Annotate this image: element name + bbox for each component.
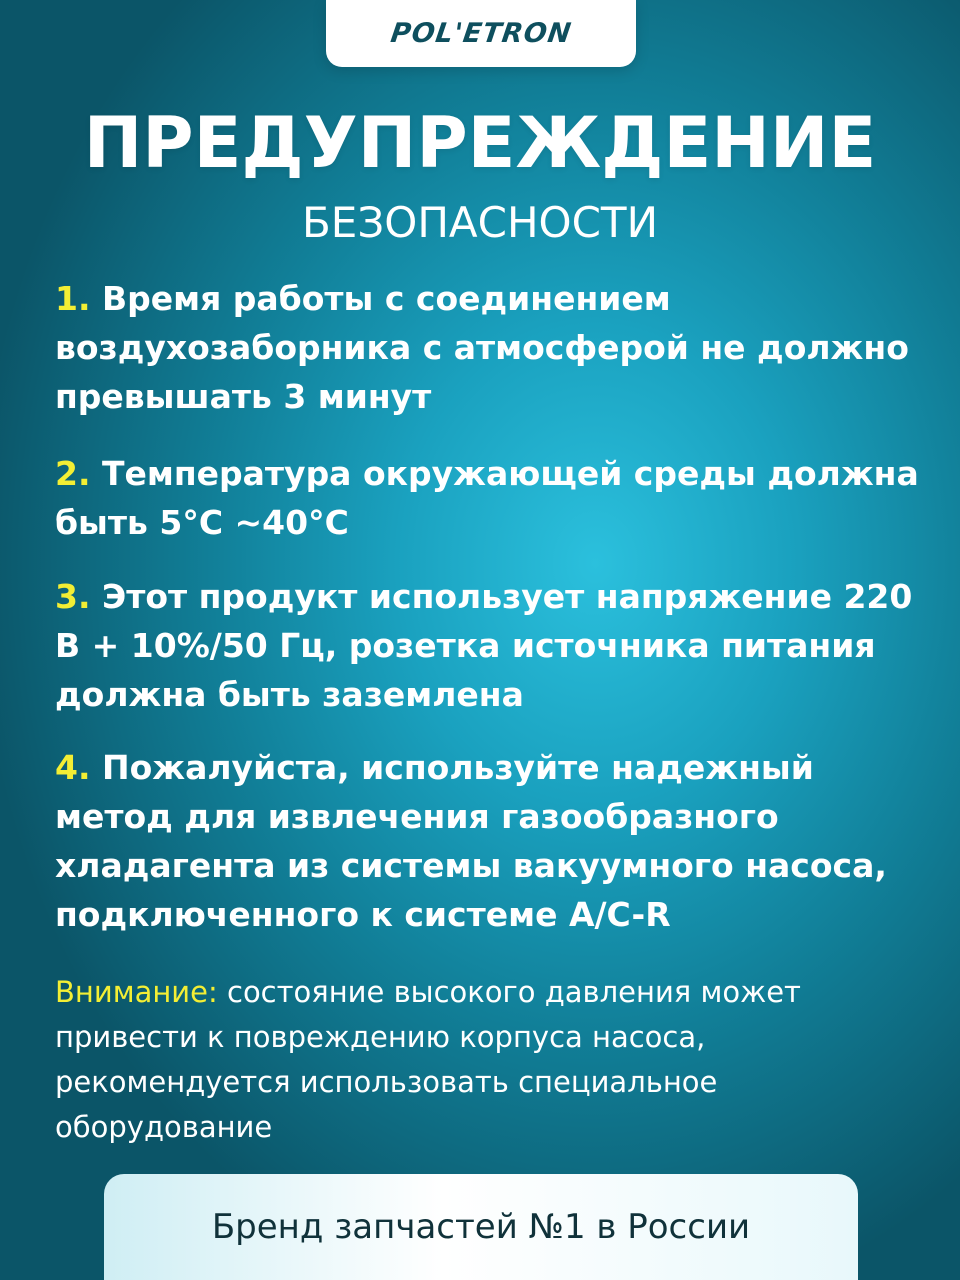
item-text: Время работы с соединением воздухозаборника с атмосферой не должно превышать 3 минут: [55, 279, 909, 416]
item-text: Этот продукт использует напряжение 220 В + 10%/50 Гц, розетка источника питания должна быть заземлена: [55, 577, 913, 714]
warning-note: [55, 970, 925, 1150]
item-number: 1.: [55, 279, 91, 318]
safety-item-4: [55, 743, 925, 939]
safety-item-1: [55, 274, 925, 421]
page-subtitle: БЕЗОПАСНОСТИ: [301, 198, 658, 247]
safety-item-3: [55, 572, 925, 719]
footer-slogan: Бренд запчастей №1 в России: [211, 1207, 751, 1247]
warning-text: состояние высокого давления может привести к повреждению корпуса насоса, рекомендуется использовать специальное оборудование: [55, 975, 801, 1144]
item-text: Пожалуйста, используйте надежный метод для извлечения газообразного хладагента из системы вакуумного насоса, подключенного к системе A/C-R: [55, 748, 887, 934]
item-number: 4.: [55, 748, 91, 787]
warning-label: Внимание:: [55, 975, 218, 1009]
item-number: 2.: [55, 454, 91, 493]
brand-logo: POL'ETRON: [388, 18, 574, 49]
item-text: Температура окружающей среды должна быть 5°C ~40°C: [55, 454, 919, 542]
item-number: 3.: [55, 577, 91, 616]
page-title: ПРЕДУПРЕЖДЕНИЕ: [83, 102, 877, 184]
logo-badge: [326, 0, 636, 67]
footer-banner: [104, 1174, 858, 1280]
safety-item-2: [55, 449, 925, 547]
